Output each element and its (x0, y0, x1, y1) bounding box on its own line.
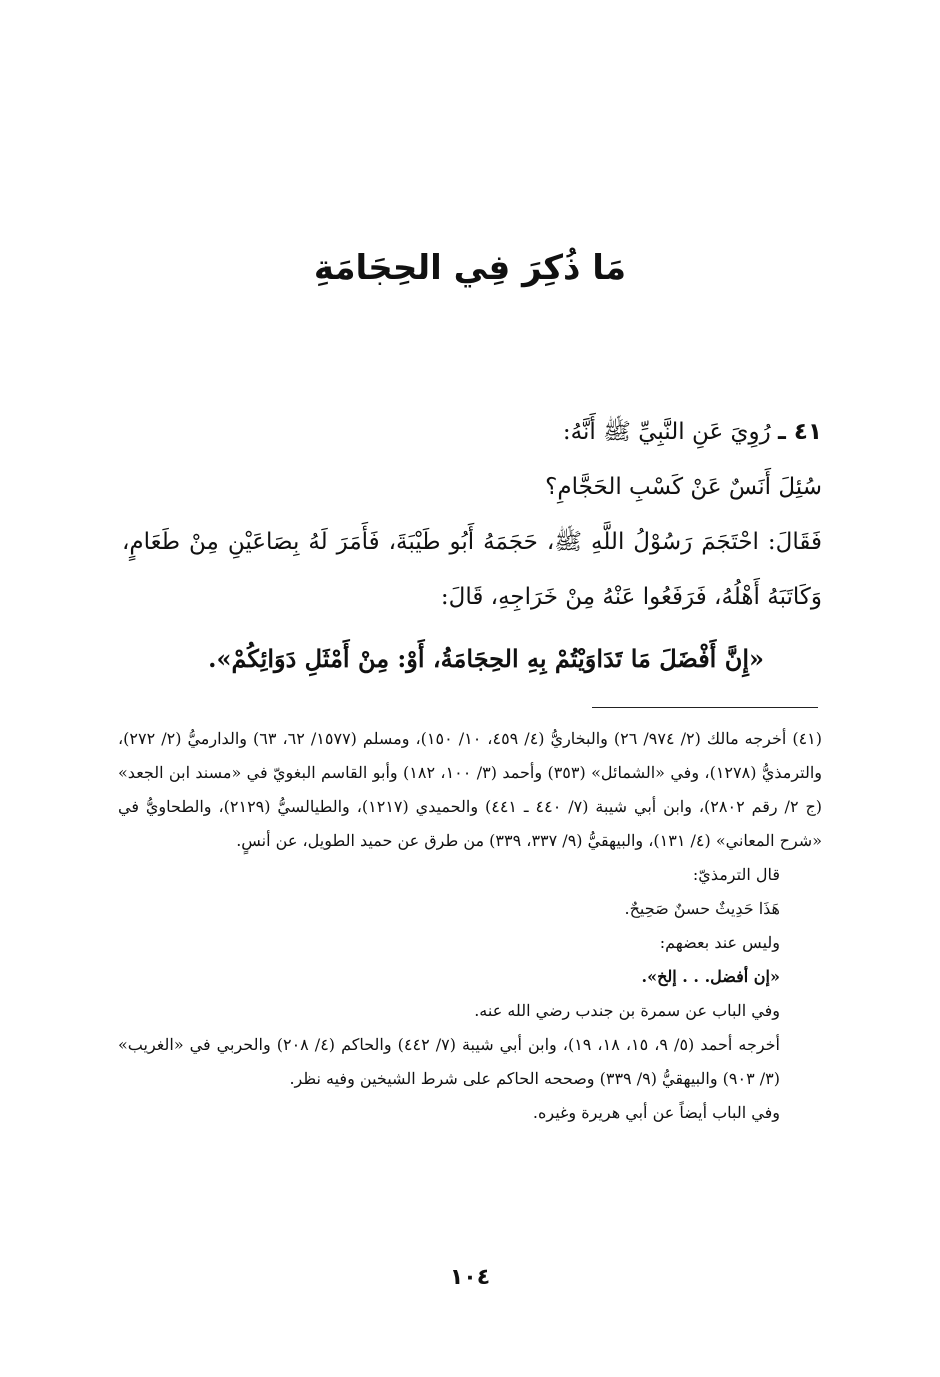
hadith-answer: فَقَالَ: احْتَجَمَ رَسُوْلُ اللَّهِ ﷺ، حَجَمَهُ أَبُو طَيْبَةَ، فَأَمَرَ لَهُ بِصَاعَيْنِ مِنْ طَعَامٍ، وَكَاتَبَهُ أَهْلُهُ، فَرَفَعُوا عَنْهُ مِنْ خَرَاجِهِ، قَالَ: (122, 529, 822, 610)
chapter-title: مَا ذُكِرَ فِي الحِجَامَةِ (313, 248, 627, 288)
hadith-body (122, 405, 822, 686)
bab-samura: وفي الباب عن سمرة بن جندب رضي الله عنه. (474, 1001, 780, 1020)
tirmidhi-label: قال الترمذيّ: (692, 865, 780, 884)
variant-label: وليس عند بعضهم: (659, 933, 780, 952)
hadith-intro: رُوِيَ عَنِ النَّبِيِّ ﷺ أَنَّهُ: (562, 419, 771, 445)
variant-text: «إن أفضل. . . إلخ». (641, 967, 780, 986)
hadith-question: سُئِلَ أَنَسٌ عَنْ كَسْبِ الحَجَّامِ؟ (545, 474, 822, 500)
page-number: ١٠٤ (449, 1265, 491, 1290)
footnote-takhrij: (٤١) أخرجه مالك (٢/ ٩٧٤/ ٢٦) والبخاريُّ (٤/ ٤٥٩، ١٠/ ١٥٠)، ومسلم (١٥٧٧/ ٦٢، ٦٣) والدارميُّ (٢/ ٢٧٢)، والترمذيُّ (١٢٧٨)، وفي «الشمائل» (٣٥٣) وأحمد (٣/ ١٠٠، ١٨٢) وأبو القاسم البغويّ في «مسند ابن الجعد» (ج ٢/ رقم ٢٨٠٢)، وابن أبي شيبة (٧/ ٤٤٠ ـ ٤٤١) والحميدي (١٢١٧)، والطيالسيُّ (٢١٢٩)، والطحاويُّ في «شرح المعاني» (٤/ ١٣١)، والبيهقيُّ (٩/ ٣٣٧، ٣٣٩) من طرق عن حميد الطويل، عن أنسٍ. (118, 729, 823, 850)
prophet-saying: «إِنَّ أَفْضَلَ مَا تَدَاوَيْتُمْ بِهِ الحِجَامَةُ، أَوْ: مِنْ أَمْثَلِ دَوَائِكُمْ». (208, 644, 764, 673)
footnote-divider (592, 707, 818, 708)
bab-abu-hurayra: وفي الباب أيضاً عن أبي هريرة وغيره. (532, 1103, 780, 1122)
tirmidhi-grade: هَذَا حَدِيثٌ حسنٌ صَحِيحٌ. (624, 899, 780, 918)
hadith-number: ٤١ ـ (778, 419, 822, 445)
footnotes (118, 722, 822, 1130)
samura-takhrij: أخرجه أحمد (٥/ ٩، ١٥، ١٨، ١٩)، وابن أبي شيبة (٧/ ٤٤٢) والحاكم (٤/ ٢٠٨) والحربي في «الغريب» (٣/ ٩٠٣) والبيهقيُّ (٩/ ٣٣٩) وصححه الحاكم على شرط الشيخين وفيه نظر. (118, 1035, 780, 1088)
hadith-intro-line (122, 405, 822, 460)
